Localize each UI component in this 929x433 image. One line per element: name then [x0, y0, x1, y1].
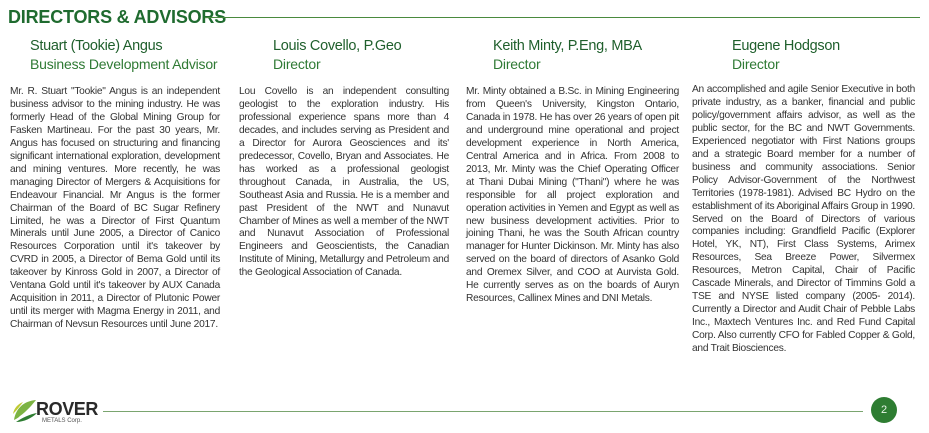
- logo-wordmark: ROVER: [36, 399, 99, 419]
- footer-divider: [103, 411, 863, 412]
- person-name: Eugene Hodgson: [732, 38, 840, 54]
- logo-subtitle: METALS Corp.: [42, 418, 82, 424]
- person-header: [239, 38, 449, 72]
- person-bio: An accomplished and agile Senior Executive in both private industry, as a banker, financial and public policy/government affairs advisor, as well as the public sector, for the BC and NWT Governments. Experienced negotiator with First Nations groups and a strategic Board member for a number of business and community associations. Senior Policy Advisor-Government of the Northwest Territories (1978-1981). Advised BC Hydro on the establishment of its Aboriginal Affairs Group in 1990. Served on the Board of Directors of various companies including: Grandfield Pacific (Explorer Hotel, YK, NT), First Class Systems, Arimex Resources, Sea Breeze Power, Silvermex Resources, Metron Capital, Chair of Pacific Cascade Minerals, and Director of Timmins Gold a TSE and NYSE listed company (2005- 2014). Currently a Director and Audit Chair of Pebble Labs Inc., Maxtech Ventures Inc. and Red Fund Capital Corp. Also currently CFO for Fabled Copper & Gold, and Trait Biosciences.: [692, 84, 915, 355]
- person-name: Louis Covello, P.Geo: [273, 38, 402, 54]
- person-role: Director: [273, 56, 321, 72]
- person-card-covello: [239, 38, 449, 279]
- person-bio: Lou Covello is an independent consulting geologist to the exploration industry. His professional experience spans more than 4 decades, and includes serving as President and a Director for Aurora Geosciences and its' predecessor, Covello, Bryan and Associates. He has worked as a professional geologist throughout Canada, in Australia, the US, Southeast Asia and Russia. He is a member and past President of the NWT and Nunavut Chamber of Mines as well a member of the NWT and Nunavut Association of Professional Engineers and Geoscientists, the Canadian Institute of Mining, Metallurgy and Petroleum and the Geological Association of Canada.: [239, 86, 449, 279]
- person-role: Business Development Advisor: [30, 56, 218, 72]
- person-name: Stuart (Tookie) Angus: [30, 38, 163, 54]
- person-header: [466, 38, 679, 72]
- page-number-badge: 2: [871, 397, 897, 423]
- person-header: [10, 38, 220, 72]
- slide-title: DIRECTORS & ADVISORS: [8, 7, 227, 27]
- title-divider: [205, 17, 920, 18]
- person-card-angus: [10, 38, 220, 331]
- person-role: Director: [732, 56, 780, 72]
- person-role: Director: [493, 56, 541, 72]
- person-bio: Mr. R. Stuart "Tookie" Angus is an independent business advisor to the mining industry. He was formerly Head of the Global Mining Group for Fasken Martineau. For the past 30 years, Mr. Angus has focused on structuring and financing significant international exploration, development and mining ventures. More recently, he was managing Director of Mergers & Acquisitions for Endeavour Financial. Mr Angus is the former Chairman of the Board of BC Sugar Refinery Limited, he was a Director of First Quantum Minerals until June 2005, a Director of Canico Resources Corporation until it's takeover by CVRD in 2005, a Director of Bema Gold until its takeover by Kinross Gold in 2007, a Director of Ventana Gold until it's takeover by AUX Canada Acquisition in 2011, a Director of Plutonic Power until its merger with Magma Energy in 2011, and Chairman of Nevsun Resources until June 2017.: [10, 86, 220, 331]
- person-card-hodgson: [692, 38, 915, 355]
- person-name: Keith Minty, P.Eng, MBA: [493, 38, 642, 54]
- person-header: [692, 38, 915, 72]
- person-card-minty: [466, 38, 679, 305]
- person-bio: Mr. Minty obtained a B.Sc. in Mining Engineering from Queen's University, Kingston Ontario, Canada in 1978. He has over 26 years of open pit and underground mine operational and project development experience in North America, Central America and in Africa. From 2008 to 2013, Mr. Minty was the Chief Operating Officer at Thani Dubai Mining ("Thani") where he was responsible for all project exploration and operation activities in Yemen and Egypt as well as new business development activities. Prior to joining Thani, he was the South African country manager for Hunter Dickinson. Mr. Minty has also served on the board of directors of Asanko Gold and Oremex Silver, and COO at Aurvista Gold. He currently serves as on the boards of Auryn Resources, Callinex Mines and DNI Metals.: [466, 86, 679, 305]
- rover-logo: [10, 396, 99, 428]
